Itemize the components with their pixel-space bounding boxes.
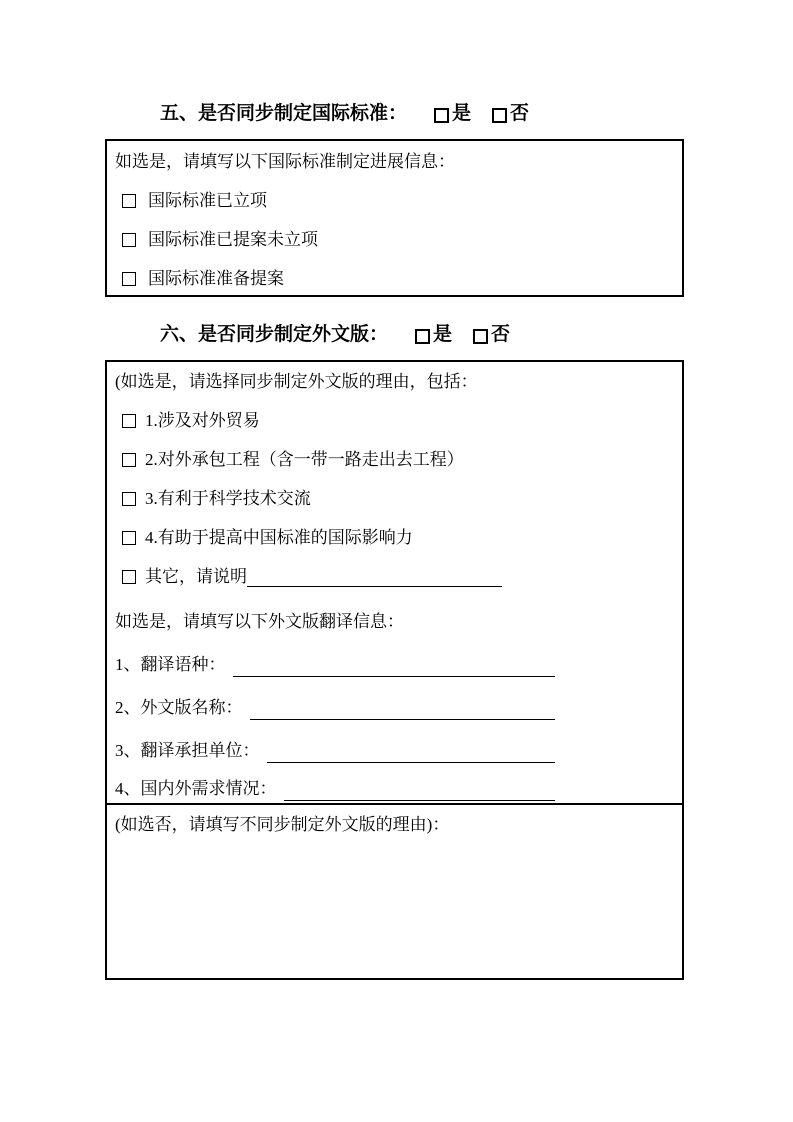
field-label: 1、翻译语种： (115, 655, 226, 674)
section5-no-label: 否 (510, 103, 530, 124)
progress-intro: 如选是，请填写以下国际标准制定进展信息： (115, 152, 455, 171)
option-checkbox[interactable] (122, 233, 136, 247)
option-label: 国际标准已提案未立项 (148, 230, 318, 249)
section6-heading (160, 322, 510, 348)
field-fill-line[interactable] (284, 780, 556, 801)
section6-heading-title: 六、是否同步制定外文版： (160, 324, 389, 345)
translation-field-row (115, 653, 555, 677)
section6-yes-checkbox[interactable] (415, 329, 430, 344)
section6-yes-label: 是 (433, 324, 453, 345)
reason-row[interactable] (122, 526, 672, 550)
foreign-yes-section (107, 362, 682, 805)
reason-checkbox[interactable] (122, 453, 136, 467)
foreign-no-section (107, 805, 682, 980)
no-reason-intro: (如选否，请填写不同步制定外文版的理由)： (115, 815, 450, 834)
progress-option-row[interactable] (122, 267, 672, 291)
option-label: 国际标准已立项 (148, 191, 267, 210)
other-label: 其它，请说明 (145, 567, 247, 586)
section6-no-option[interactable] (473, 322, 510, 348)
reason-row[interactable] (122, 409, 672, 433)
section6-no-label: 否 (491, 324, 511, 345)
reason-checkbox[interactable] (122, 531, 136, 545)
reason-checkbox[interactable] (122, 492, 136, 506)
no-reason-text-area[interactable] (115, 852, 672, 972)
international-progress-box (105, 139, 684, 297)
section5-yes-checkbox[interactable] (434, 108, 449, 123)
reason-row[interactable] (122, 487, 672, 511)
foreign-version-box (105, 360, 684, 980)
section6-no-checkbox[interactable] (473, 329, 488, 344)
field-fill-line[interactable] (267, 742, 556, 763)
translation-field-row (115, 696, 555, 720)
option-checkbox[interactable] (122, 194, 136, 208)
translation-field-row (115, 739, 555, 763)
section6-yes-option[interactable] (415, 322, 452, 348)
translation-field-row (115, 777, 555, 801)
other-checkbox[interactable] (122, 570, 136, 584)
section5-no-option[interactable] (492, 101, 529, 127)
option-checkbox[interactable] (122, 272, 136, 286)
reason-label: 2.对外承包工程（含一带一路走出去工程） (145, 450, 464, 469)
reason-label: 1.涉及对外贸易 (145, 411, 260, 430)
reasons-intro: (如选是，请选择同步制定外文版的理由，包括： (115, 372, 478, 391)
reason-label: 4.有助于提高中国标准的国际影响力 (145, 528, 413, 547)
section5-heading-title: 五、是否同步制定国际标准： (160, 103, 408, 124)
option-label: 国际标准准备提案 (148, 269, 284, 288)
other-reason-row[interactable] (122, 565, 672, 589)
section5-heading (160, 101, 529, 127)
field-fill-line[interactable] (233, 656, 556, 677)
field-label: 4、国内外需求情况： (115, 779, 277, 798)
section5-yes-option[interactable] (434, 101, 471, 127)
field-label: 2、外文版名称： (115, 698, 243, 717)
translation-intro: 如选是，请填写以下外文版翻译信息： (115, 612, 404, 631)
reason-label: 3.有利于科学技术交流 (145, 489, 311, 508)
progress-option-row[interactable] (122, 228, 672, 252)
reason-checkbox[interactable] (122, 414, 136, 428)
field-label: 3、翻译承担单位： (115, 741, 260, 760)
progress-option-row[interactable] (122, 189, 672, 213)
reason-row[interactable] (122, 448, 672, 472)
section5-no-checkbox[interactable] (492, 108, 507, 123)
field-fill-line[interactable] (250, 699, 556, 720)
section5-yes-label: 是 (452, 103, 472, 124)
other-fill-line[interactable] (247, 566, 502, 587)
